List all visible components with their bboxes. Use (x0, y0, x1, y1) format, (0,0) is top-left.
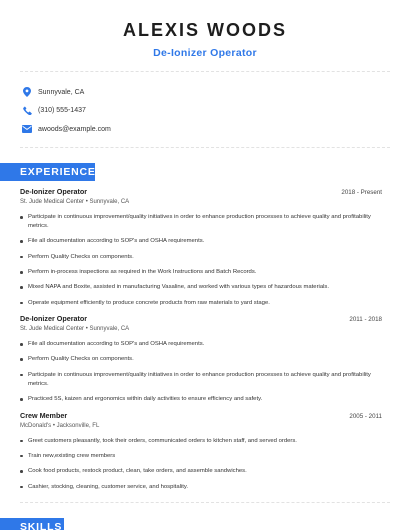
bullet-item: Operate equipment efficiently to produce concrete products from raw materials to yard stage. (20, 299, 382, 308)
phone-text: (310) 555-1437 (38, 107, 86, 114)
job-employer: St. Jude Medical Center • Sunnyvale, CA (20, 326, 130, 333)
section-heading-experience: EXPERIENCE (0, 163, 95, 181)
job-title: De-Ionizer Operator (20, 314, 88, 324)
contact-email (20, 120, 390, 138)
bullet-item: Participate in continuous improvement/quality initiatives in order to enhance production processes to achieve quality and profitability metrics. (20, 213, 382, 231)
resume-header (0, 20, 410, 59)
job-dates: 2005 - 2011 (349, 412, 382, 420)
job-entry (20, 187, 382, 308)
contact-phone (20, 102, 390, 120)
bullet-item: Perform Quality Checks on components. (20, 253, 382, 262)
bullet-item: Cashier, stocking, cleaning, customer service, and hospitality. (20, 483, 382, 492)
divider (20, 147, 390, 148)
divider (20, 502, 390, 503)
bullet-item: Participate in continuous improvement/quality initiatives in order to enhance production processes to achieve quality and profitability metrics. (20, 371, 382, 389)
contact-location (20, 83, 390, 101)
job-entry (20, 411, 382, 492)
bullet-item: Perform Quality Checks on components. (20, 355, 382, 364)
phone-icon (20, 104, 34, 118)
location-text: Sunnyvale, CA (38, 88, 85, 96)
bullet-item: Cook food products, restock product, clean, take orders, and assemble sandwiches. (20, 467, 382, 476)
envelope-icon (20, 122, 34, 136)
job-dates: 2011 - 2018 (349, 316, 382, 324)
job-employer: St. Jude Medical Center • Sunnyvale, CA (20, 199, 130, 205)
bullet-item: Perform in-process inspections as required in the Work Instructions and Batch Records. (20, 268, 382, 277)
job-bullets (20, 340, 382, 404)
bullet-item: File all documentation according to SOP's and OSHA requirements. (20, 340, 382, 349)
job-bullets (20, 437, 382, 492)
experience-list (20, 187, 382, 498)
job-entry (20, 314, 382, 404)
job-title: De-Ionizer Operator (20, 187, 88, 196)
bullet-item: File all documentation according to SOP's and OSHA requirements. (20, 237, 382, 246)
job-bullets (20, 213, 382, 308)
bullet-item: Train new,existing crew members (20, 452, 382, 461)
job-title: Crew Member (20, 410, 68, 420)
section-heading-skills: SKILLS (0, 518, 64, 530)
contact-info (20, 83, 390, 139)
job-dates: 2018 - Present (341, 189, 382, 196)
candidate-title: De-Ionizer Operator (153, 47, 257, 59)
bullet-item: Practiced 5S, kaizen and ergonomics within daily activities to ensure efficiency and safety. (20, 395, 382, 404)
bullet-item: Mixed NAPA and Boxite, assisted in manufacturing Vasaline, and worked with various types of hazardous materials. (20, 283, 382, 292)
email-link[interactable]: awoods@example.com (38, 125, 111, 133)
location-pin-icon (20, 85, 34, 99)
candidate-name: ALEXIS WOODS (122, 20, 287, 40)
job-employer: McDonald's • Jacksonville, FL (20, 422, 100, 429)
bullet-item: Greet customers pleasantly, took their orders, communicated orders to kitchen staff, and served orders. (20, 437, 382, 446)
divider (20, 71, 390, 72)
